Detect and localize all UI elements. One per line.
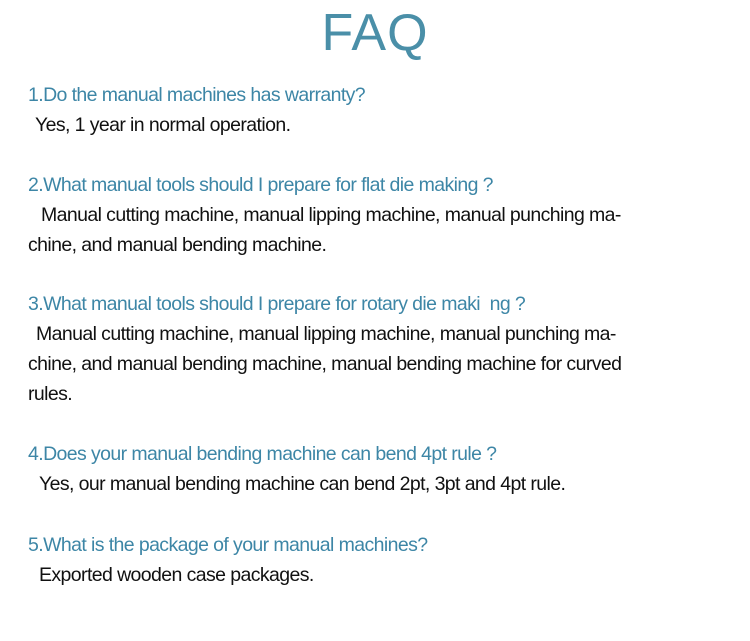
faq-item-5 [28, 530, 728, 590]
page-title: FAQ [321, 4, 429, 62]
faq-answer: Manual cutting machine, manual lipping machine, manual punching ma- [41, 204, 621, 226]
faq-question: 4.Does your manual bending machine can bend 4pt rule ? [28, 443, 497, 465]
faq-question: 2.What manual tools should I prepare for flat die making ? [28, 174, 493, 196]
faq-answer: chine, and manual bending machine. [28, 234, 327, 256]
faq-answer: Yes, 1 year in normal operation. [35, 114, 291, 136]
faq-question: 3.What manual tools should I prepare for rotary die maki ng ? [28, 293, 526, 315]
faq-answer: Exported wooden case packages. [39, 564, 314, 586]
faq-answer: Yes, our manual bending machine can bend 2pt, 3pt and 4pt rule. [39, 473, 566, 495]
faq-answer: Manual cutting machine, manual lipping machine, manual punching ma- [36, 323, 616, 345]
faq-item-2 [28, 170, 728, 260]
faq-answer: rules. [28, 383, 73, 405]
faq-item-4 [28, 439, 728, 499]
faq-item-3 [28, 289, 728, 409]
faq-answer: chine, and manual bending machine, manual bending machine for curved [28, 353, 622, 375]
faq-question: 5.What is the package of your manual machines? [28, 534, 428, 556]
faq-item-1 [28, 80, 728, 140]
faq-question: 1.Do the manual machines has warranty? [28, 84, 366, 106]
